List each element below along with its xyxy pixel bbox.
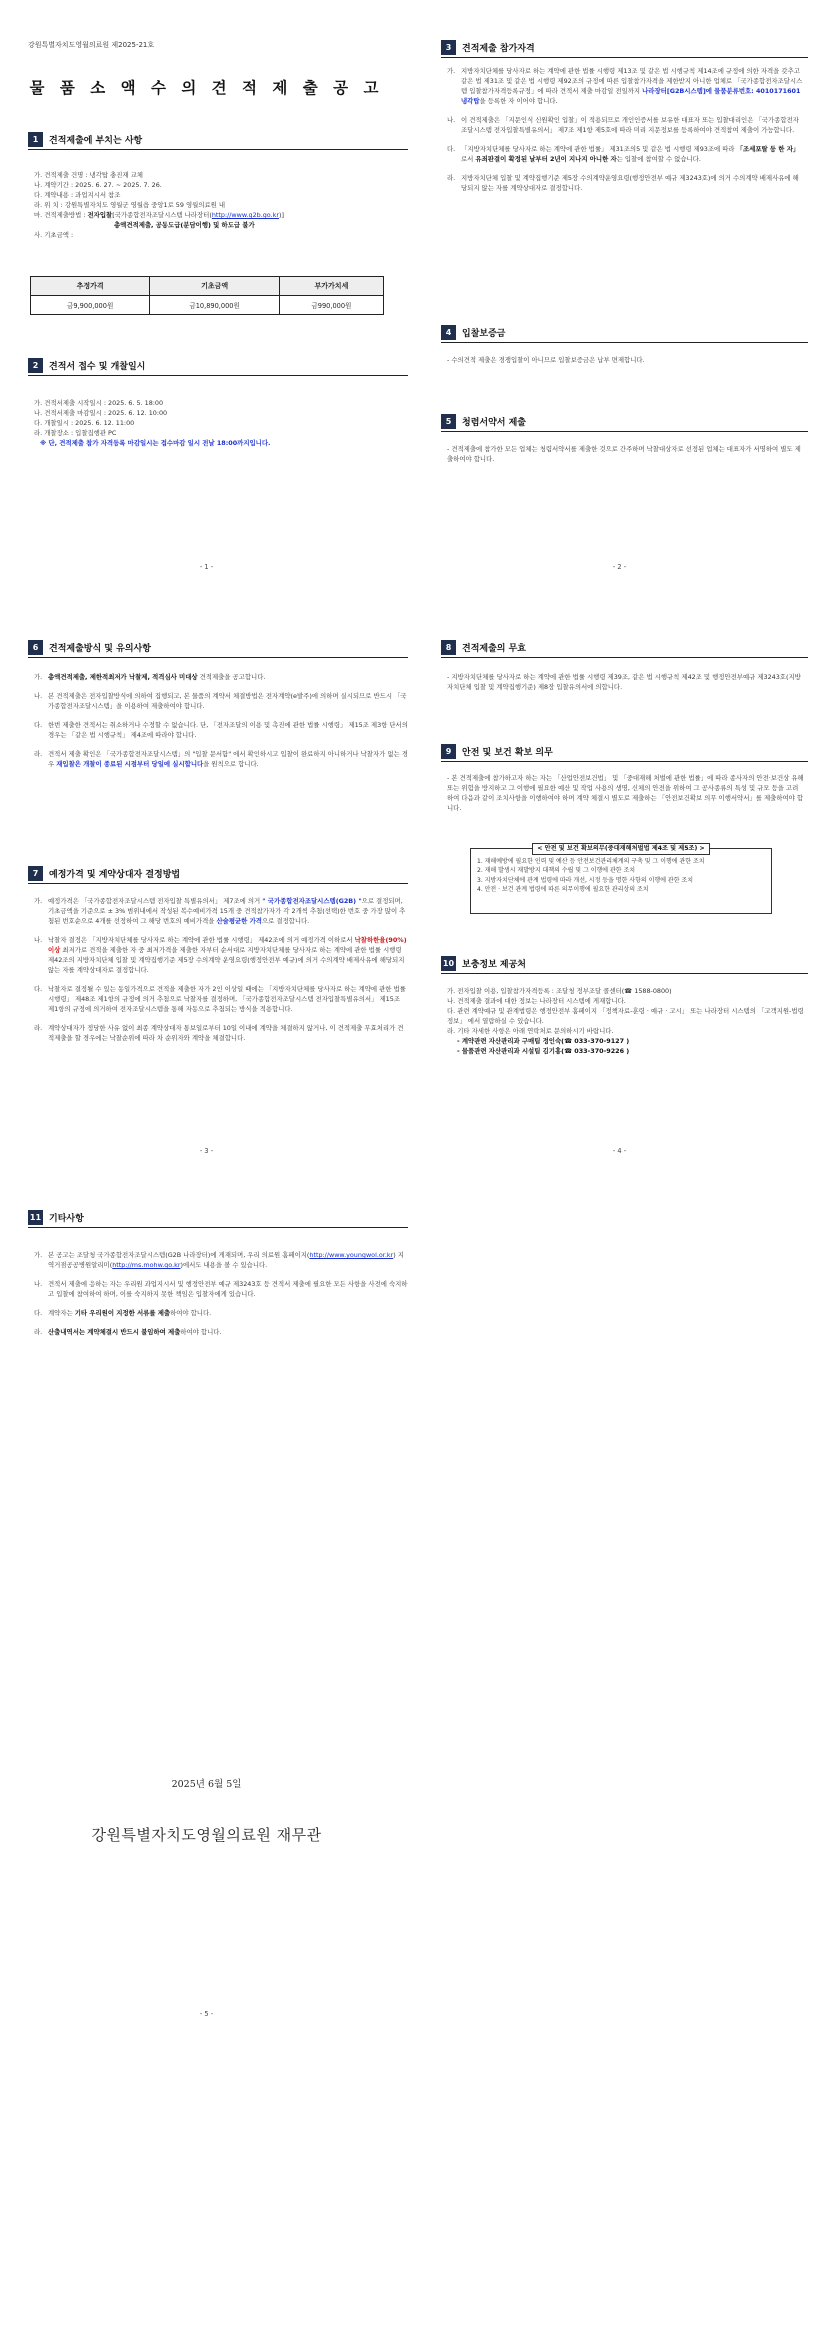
section-title: 청렴서약서 제출 <box>462 417 526 428</box>
list-item: 나. 견적서 제출에 응하는 자는 우리원 과업지시서 및 행정안전부 예규 제3243호 등 견적서 제출에 필요한 모든 사항을 사전에 숙지하고 입찰에 참여하여 하며, 이를 숙지하지 못한 책임은 입찰자에게 있습니다. <box>34 1280 408 1298</box>
section-divider <box>441 431 808 432</box>
signature-block: 강원특별자치도영월의료원 재무관 <box>91 1826 322 1844</box>
list-item: 가. 지방자치단체를 당사자로 하는 계약에 관한 법률 시행령 제13조 및 같은 법 시행규칙 제14조에 규정에 의한 자격을 갖추고 같은 법 제31조 및 같은 법 시행령 제92조의 규정에 따른 입찰참가자격을 제한받지 아니한 업체로 「국가종합전자조달시스템 입찰참가자격등록규정」에 따라 견적서 제출 마감일 전일까지 나라장터[G2B시스템]에 물품분류번호: 4010171601 냉각탑을 등록한 자 이어야 합니다. <box>447 67 803 105</box>
list-item: 가. 총액견적제출, 제한적최저가 낙찰제, 적격심사 미대상 견적제출을 공고합니다. <box>34 673 266 681</box>
box-title: < 안전 및 보건 확보의무(중대재해처벌법 제4조 및 제5조) > <box>532 843 709 855</box>
list-item: 가. 예정가격은 「국가종합전자조달시스템 전자입찰 특별유의서」 제7조에 의거 " 국가종합전자조달시스템(G2B) "으로 결정되며, 기초금액을 기준으로 ± 3% 범위내에서 작성된 복수예비가격 15개 중 견적참가자가 각 2개씩 추첨(선택)한 번호 중 가장 많이 추첨된 번호순으로 4개를 선정하여 그 해당 번호의 예비가격을 산술평균한 가격으로 결정합니다. <box>34 897 406 925</box>
list-item: 나. 견적제출 결과에 대한 정보는 나라장터 시스템에 게재합니다. <box>447 997 626 1005</box>
section-number: 5 <box>441 414 456 429</box>
section-6-body <box>34 672 408 769</box>
list-item: 다. 개찰일시 : 2025. 6. 12. 11:00 <box>34 419 135 427</box>
section-divider <box>441 761 808 762</box>
section-number: 7 <box>28 866 43 881</box>
list-item: 가. 견적서제출 시작일시 : 2025. 6. 5. 18:00 <box>34 399 164 407</box>
list-item: 3. 지방자치단체에 관계 법령에 따라 개선, 시정 등을 명한 사항의 이행에 관한 조치 <box>477 876 693 884</box>
g2b-link[interactable]: http://www.g2b.go.kr <box>211 211 279 219</box>
section-title: 견적제출에 부치는 사항 <box>49 135 143 146</box>
section-11-header <box>28 1210 84 1224</box>
section-10-body <box>447 986 804 1056</box>
page-number: - 4 - <box>612 1147 627 1155</box>
list-item: 나. 본 견적제출은 전자입찰방식에 의하여 집행되고, 본 물품의 계약서 체결방법은 전자계약(e발주)에 의하며 실시되므로 반드시 「국가종합전자조달시스템」을 이용하여 제출하여야 합니다. <box>34 692 407 710</box>
section-title: 예정가격 및 계약상대자 결정방법 <box>49 869 181 880</box>
section-8-body: - 지방자치단체를 당사자로 하는 계약에 관한 법률 시행령 제39조, 같은 법 시행규칙 제42조 및 행정안전부예규 제3243호(지방자치단체 입찰 및 계약집행기준) 제8장 입찰유의서에 의합니다. <box>447 673 801 691</box>
section-4-header <box>441 325 505 339</box>
section-3-header <box>441 40 535 54</box>
section-title: 견적제출의 무효 <box>462 643 526 654</box>
list-item: 가. 본 공고는 조달청 국가종합전자조달시스템(G2B 나라장터)에 게재되며, 우리 의료원 홈페이지(http://www.youngwol.or.kr) 지역거점공공병원알리미(http://ms.mohw.go.kr)에서도 내용을 볼 수 있습니다. <box>34 1251 404 1269</box>
document-title: 물 품 소 액 수 의 견 적 제 출 공 고 <box>29 78 384 97</box>
list-item: 마. 견적제출방법 : 전자입찰[국가종합전자조달시스템 나라장터(http://www.g2b.go.kr)] <box>34 211 284 219</box>
section-6-header <box>28 640 151 654</box>
section-4-body: - 수의견적 제출은 경쟁입찰이 아니므로 입찰보증금은 납부 면제합니다. <box>447 356 645 364</box>
list-item: 다. 계약내용 : 과업지시서 참조 <box>34 191 121 199</box>
section-divider <box>28 1227 408 1228</box>
section-title: 기타사항 <box>49 1213 84 1224</box>
section-title: 견적제출방식 및 유의사항 <box>49 643 151 654</box>
section-divider <box>441 973 808 974</box>
section-divider <box>441 342 808 343</box>
doc-header: 강원특별자치도영월의료원 제2025-21호 <box>28 41 155 49</box>
list-item: 라. 계약상대자가 정당한 사유 없이 최종 계약상대자 통보일로부터 10일 이내에 계약을 체결하지 않거나, 이 견적제출 무효처리가 견적제출을 할 경우에는 낙찰순위에 따라 차 순위자와 계약을 체결합니다. <box>34 1024 404 1042</box>
issue-date: 2025년 6월 5일 <box>171 1779 242 1790</box>
list-item: 라. 기타 자세한 사항은 아래 연락처로 문의하시기 바랍니다. <box>447 1027 614 1035</box>
section-divider <box>28 657 408 658</box>
section-title: 안전 및 보건 확보 의무 <box>462 747 553 758</box>
section-number: 2 <box>28 358 43 373</box>
section-7-header <box>28 866 180 880</box>
list-item: 라. 산출내역서는 계약체결시 반드시 불임하여 제출하여야 합니다. <box>34 1328 222 1336</box>
list-item: 다. 낙찰자로 결정될 수 있는 동일가격으로 견적을 제출한 자가 2인 이상일 때에는 「지방자치단체를 당사자로 하는 계약에 관한 법률 시행령」 제48조 제1항의 규정에 의거 추첨으로 낙찰자를 결정하며, 「국가종합전자조달시스템 전자입찰특별유의서」 제15조 제1항의 규정에 의거하여 전자조달시스템을 통해 자동으로 추첨되는 방식을 적용합니다. <box>34 985 406 1013</box>
page-number: - 2 - <box>612 563 627 571</box>
alimi-link[interactable]: http://ms.mohw.go.kr <box>112 1261 181 1269</box>
list-item: 라. 위 치 : 강원특별자치도 영월군 영월읍 중앙1로 59 영월의료원 내 <box>34 201 226 209</box>
contact: - 계약관련 자산관리과 구매팀 정인숙(☎ 033-370-9127 ) <box>457 1037 630 1045</box>
list-item: 나. 견적서제출 마감일시 : 2025. 6. 12. 10:00 <box>34 409 168 417</box>
list-item: 나. 계약기간 : 2025. 6. 27. ~ 2025. 7. 26. <box>34 181 162 189</box>
section-8-header <box>441 640 526 654</box>
section-divider <box>441 57 808 58</box>
list-item: 1. 재해예방에 필요한 인력 및 예산 등 안전보건관리체계의 구축 및 그 이행에 관한 조치 <box>477 857 705 865</box>
homepage-link[interactable]: http://www.youngwol.or.kr <box>309 1251 394 1259</box>
section-divider <box>28 149 408 150</box>
section-number: 9 <box>441 744 456 759</box>
notice: ※ 단, 견적제출 참가 자격등록 마감일시는 접수마감 일시 전날 18:00까지입니다. <box>40 439 271 447</box>
section-5-header <box>441 414 526 428</box>
table-cell: 금9,900,000원 <box>31 296 150 315</box>
section-7-body <box>34 896 408 1043</box>
list-item: 다. 한번 제출한 견적서는 취소하거나 수정할 수 없습니다. 단, 「전자조달의 이용 및 촉진에 관한 법률 시행령」 제15조 제3항 단서의 경우는 「같은 법 시행규칙」 제4조에 따라야 합니다. <box>34 721 408 739</box>
table-header: 부가가치세 <box>279 277 383 296</box>
table-cell: 금10,890,000원 <box>150 296 280 315</box>
section-number: 11 <box>28 1210 43 1225</box>
section-divider <box>28 883 408 884</box>
price-table <box>30 276 384 315</box>
table-header: 추정가격 <box>31 277 150 296</box>
section-2-header <box>28 358 145 372</box>
section-number: 4 <box>441 325 456 340</box>
section-title: 입찰보증금 <box>462 328 506 339</box>
section-9-header <box>441 744 553 758</box>
section-9-body: - 본 견적제출에 참가하고자 하는 자는 「산업안전보건법」 및 「중대재해 처벌에 관한 법률」에 따라 종사자의 안전·보건상 유해 또는 위험을 방지하고 그 이행에 필요한 예산 및 작업 사용의 생명, 신체의 안전을 위하여 그 공사종류의 특성 및 규모 등을 고려하여 다음과 같이 조치사항을 이행하여야 하며 계약 체결시 별도로 제출하는 「안전보건확보 의무 이행서약서」를 제출하여야 합니다. <box>447 774 804 812</box>
section-1-body <box>34 170 408 240</box>
list-item: 다. 관련 계약예규 및 관계법령은 행정안전부 홈페이지 「정책자료-훈령 · 예규 · 고시」 또는 나라장터 시스템의 「고객지원-법령정보」 에서 열람하실 수 있습니다. <box>447 1007 804 1025</box>
section-3-body <box>447 66 804 193</box>
table-cell: 금990,000원 <box>279 296 383 315</box>
page-number: - 1 - <box>199 563 214 571</box>
section-number: 8 <box>441 640 456 655</box>
section-title: 견적제출 참가자격 <box>462 43 535 54</box>
section-11-body <box>34 1250 408 1337</box>
section-1-header <box>28 132 142 146</box>
section-2-body <box>34 398 408 448</box>
list-item: 2. 재해 발생시 재발방지 대책의 수립 및 그 이행에 관한 조치 <box>477 867 636 874</box>
list-item: 라. 개찰장소 : 입찰집행관 PC <box>34 429 117 437</box>
list-item: 다. 계약자는 기타 우리원이 지정한 서류를 제출하여야 합니다. <box>34 1309 212 1317</box>
section-number: 6 <box>28 640 43 655</box>
page-number: - 5 - <box>199 2010 214 2018</box>
list-item: 가. 견적제출 건명 : 냉각탑 충진재 교체 <box>34 171 143 179</box>
list-item: 나. 이 견적제출은 「지문인식 신원확인 입찰」이 적용되므로 개인인증서를 보유한 대표자 또는 입찰대리인은 「국가종합전자조달시스템 전자입찰특별유의서」 제7조 제1항 제5호에 따라 미리 지문정보를 등록하여야 견적참여 제출이 가능합니다. <box>447 116 799 134</box>
section-number: 10 <box>441 956 456 971</box>
list-item: 나. 낙찰자 결정은 「지방자치단체를 당사자로 하는 계약에 관한 법률 시행령」 제42조에 의거 예정가격 이하로서 낙찰하한율(90%)이상 최저가로 견적을 제출한 자 중 최저가격을 제출한 자부터 순서대로 지방자치단체를 당사자로 하는 계약에 관한 법률 시행령 제42조의 지방자치단체 입찰 및 계약집행기준 제5장 수의계약 운영요령(행정안전부 예규)에 의거 수의계약 배제사유에 해당되지 않는 자를 계약상대자로 결정합니다. <box>34 936 407 974</box>
section-number: 1 <box>28 132 43 147</box>
list-item: 라. 견적서 제출 확인은 「국가종합전자조달시스템」의 "입찰 문서함" 에서 확인하시고 입찰이 완료하지 아니하거나 낙찰자가 없는 경우 재입찰은 개찰이 종료된 시점부터 당일에 실시합니다을 원칙으로 합니다. <box>34 750 408 768</box>
section-10-header <box>441 956 526 970</box>
section-title: 보충정보 제공처 <box>462 959 526 970</box>
list-item: 4. 안전 · 보건 관계 법령에 따른 의무이행에 필요한 관리상의 조치 <box>477 886 649 893</box>
list-item: 다. 「지방자치단체를 당사자로 하는 계약에 관한 법률」 제31조의5 및 같은 법 시행령 제93조에 따라 「조세포탈 등 한 자」로서 유죄판결이 확정된 날부터 2년이 지나지 아니한 자는 입찰에 참여할 수 없습니다. <box>447 145 800 163</box>
section-title: 견적서 접수 및 개찰일시 <box>49 361 146 372</box>
section-divider <box>28 375 408 376</box>
table-header: 기초금액 <box>150 277 280 296</box>
page-number: - 3 - <box>199 1147 214 1155</box>
list-item: 총액견적제출, 공동도급(분담이행) 및 하도급 불가 <box>114 221 255 229</box>
list-item: 라. 지방자치단체 입찰 및 계약집행기준 제5장 수의계약운영요령(행정안전부 예규 제3243호)에 의거 수의계약 배제사유에 해당되지 않는 자를 계약상대자로 결정합니다. <box>447 174 799 192</box>
section-5-body: - 견적제출에 참가한 모든 업체는 청렴서약서를 제출한 것으로 간주하며 낙찰대상자로 선정된 업체는 대표자가 서명하여 별도 제출하여야 합니다. <box>447 445 801 463</box>
section-number: 3 <box>441 40 456 55</box>
section-divider <box>441 657 808 658</box>
list-item: 사. 기초금액 : <box>34 231 74 239</box>
safety-duty-box <box>470 845 772 914</box>
list-item: 가. 전자입찰 이용, 입찰참가자격등록 : 조달청 정부조달 콜센터(☎ 1588-0800) <box>447 987 672 995</box>
contact: - 물품관련 자산관리과 시설팀 김기홍(☎ 033-370-9226 ) <box>457 1047 630 1055</box>
